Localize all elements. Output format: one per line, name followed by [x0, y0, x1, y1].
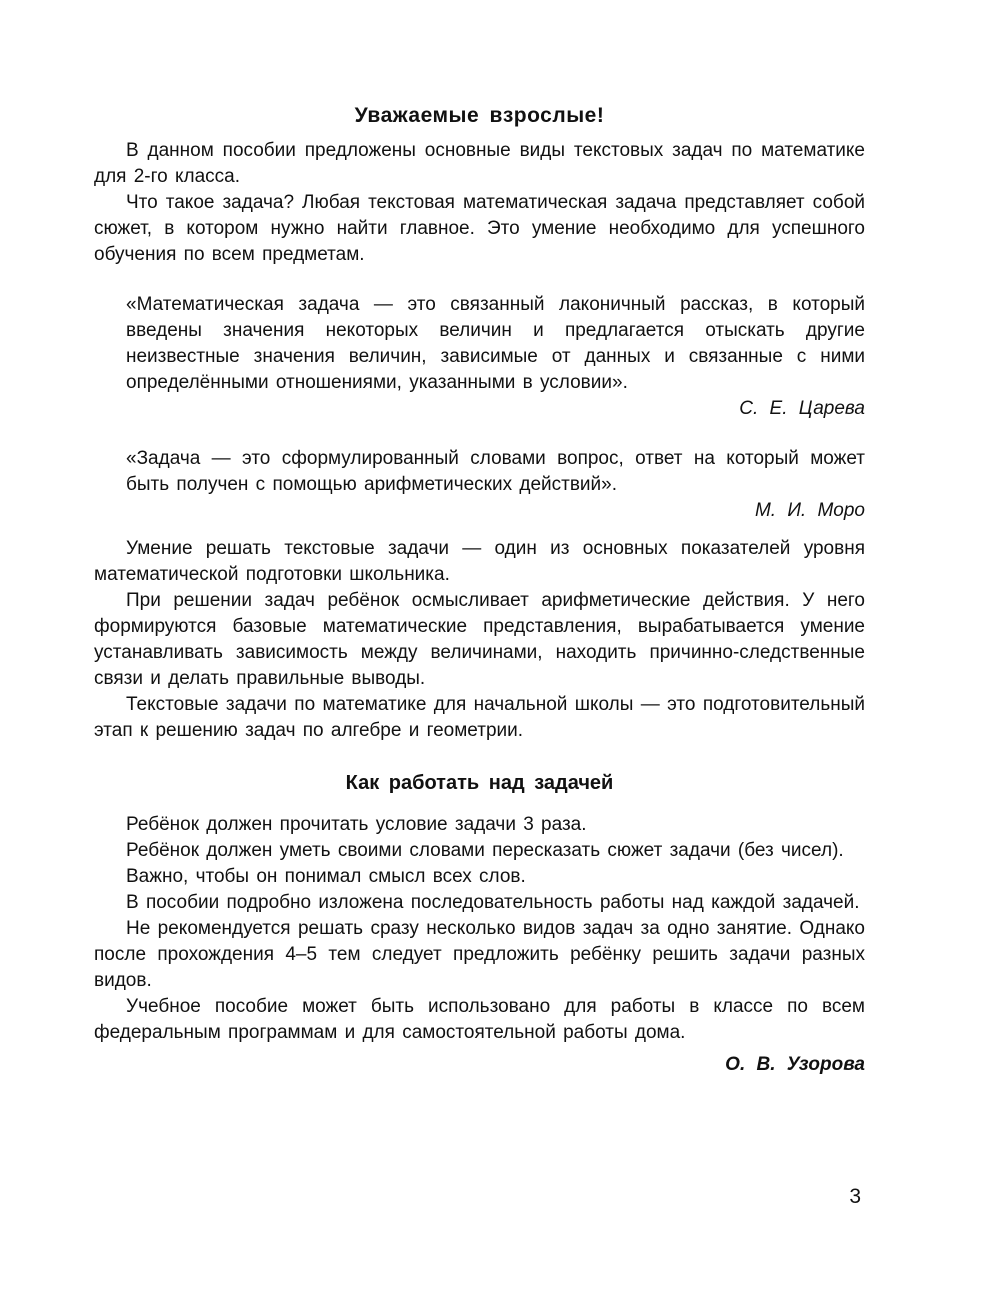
body-paragraph: При решении задач ребёнок осмысливает арифметические действия. У него формируются базовые математические представления, вырабатывается умение устанавливать зависимость между величинами, находить причинно-следственные связи и делать правильные выводы. [94, 590, 865, 689]
page-content [94, 102, 865, 1078]
page-number: 3 [849, 1185, 861, 1208]
section-heading: Как работать над задачей [345, 772, 614, 794]
body-paragraph: Текстовые задачи по математике для начальной школы — это подготовительный этап к решению задач по алгебре и геометрии. [94, 694, 865, 741]
section-paragraph: Учебное пособие может быть использовано для работы в классе по всем федеральным программам и для самостоятельной работы дома. [94, 996, 865, 1043]
section-paragraph: Ребёнок должен уметь своими словами пересказать сюжет задачи (без чисел). [126, 840, 844, 861]
section-paragraph: Не рекомендуется решать сразу несколько видов задач за одно занятие. Однако после прохождения 4–5 тем следует предложить ребёнку решить задачи разных видов. [94, 918, 865, 991]
author-signature: О. В. Узорова [725, 1054, 865, 1075]
intro-paragraph: Что такое задача? Любая текстовая математическая задача представляет собой сюжет, в котором нужно найти главное. Это умение необходимо для успешного обучения по всем предметам. [94, 192, 865, 265]
quote-block: «Задача — это сформулированный словами вопрос, ответ на который может быть получен с помощью арифметических действий». [126, 448, 865, 495]
spacer [94, 524, 865, 536]
quote-author: С. Е. Царева [739, 398, 865, 419]
body-paragraph: Умение решать текстовые задачи — один из основных показателей уровня математической подготовки школьника. [94, 538, 865, 585]
intro-paragraph: В данном пособии предложены основные виды текстовых задач по математике для 2-го класса. [94, 140, 865, 187]
page-title: Уважаемые взрослые! [354, 104, 605, 127]
section-paragraph: Ребёнок должен прочитать условие задачи 3 раза. [126, 814, 587, 835]
section-paragraph: Важно, чтобы он понимал смысл всех слов. [126, 866, 526, 887]
section-paragraph: В пособии подробно изложена последовательность работы над каждой задачей. [126, 892, 860, 913]
quote-block: «Математическая задача — это связанный лаконичный рассказ, в который введены значения некоторых величин и предлагается отыскать другие неизвестные значения величин, зависимые от данных и связанные с ними определёнными отношениями, указанными в условии». [126, 294, 865, 393]
quote-author: М. И. Моро [754, 500, 865, 521]
